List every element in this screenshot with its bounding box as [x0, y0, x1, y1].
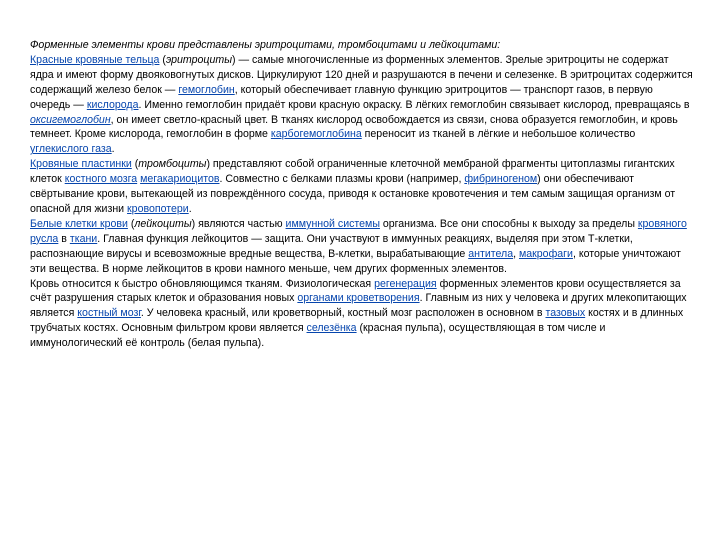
text-span: . Главная функция лейкоцитов — защита. Они участвуют в иммунных реакциях, выделяя при этом Т-клетки, распознающие вирусы и всевозможные вредные вещества, В-клетки, вырабатывающие — [30, 232, 633, 260]
text-span: . — [111, 143, 115, 156]
text-span: переносит из тканей в лёгкие и небольшое количество — [361, 128, 636, 141]
term-leukocytes: лейкоциты — [134, 217, 192, 230]
term-thrombocytes: тромбоциты — [138, 158, 207, 171]
text-span: ( — [127, 217, 135, 230]
text-span: костях и в длинных трубчатых костях. Основным фильтром крови является — [30, 307, 684, 335]
text-span: ) являются частью — [191, 217, 286, 230]
link-pelvic[interactable]: тазовых — [545, 307, 586, 320]
link-hemoglobin[interactable]: гемоглобин — [178, 83, 235, 96]
link-carbon-dioxide[interactable]: углекислого газа — [30, 143, 112, 156]
intro-paragraph — [30, 38, 695, 53]
text-span: ( — [131, 158, 139, 171]
link-megakaryocytes[interactable]: мегакариоцитов — [140, 173, 220, 186]
red-cells-paragraph — [30, 53, 695, 157]
document-body — [30, 38, 695, 351]
link-carbhemoglobin[interactable]: карбогемоглобина — [270, 128, 362, 141]
renewal-paragraph — [30, 277, 695, 352]
link-spleen[interactable]: селезёнка — [306, 322, 357, 335]
text-span: ( — [159, 53, 166, 66]
text-span: (красная пульпа), осуществляющая в том числе и иммунологический её контроль (белая пульпа). — [30, 322, 606, 350]
text-span: организма. Все они способны к выходу за пределы — [379, 217, 638, 230]
link-oxygen[interactable]: кислорода — [86, 98, 139, 111]
text-span: . Совместно с белками плазмы крови (например, — [219, 173, 465, 186]
text-span: , которые уничтожают эти вещества. В норме лейкоцитов в крови намного меньше, чем других форменных элементов. — [30, 247, 681, 275]
link-bone-marrow-2[interactable]: костный мозг — [77, 307, 141, 320]
link-macrophages[interactable]: макрофаги — [518, 247, 573, 260]
text-span: . — [188, 202, 192, 215]
text-span: ) представляют собой ограниченные клеточной мембраной фрагменты цитоплазмы гигантских клеток — [30, 158, 675, 186]
text-span: , который обеспечивает главную функцию эритроцитов — транспорт газов, в первую очередь — — [30, 83, 653, 111]
link-bloodstream[interactable]: кровяного русла — [30, 217, 687, 245]
platelets-paragraph — [30, 157, 695, 217]
text-span: в — [58, 232, 70, 245]
link-antibodies[interactable]: антитела — [468, 247, 514, 260]
text-span: . Именно гемоглобин придаёт крови красную окраску. В лёгких гемоглобин связывает кислород, превращаясь в — [138, 98, 690, 111]
text-span: ) они обеспечивают свёртывание крови, вытекающей из повреждённого сосуда, приводя к остановке кровотечения и тем самым защищая организм от опасной для жизни — [30, 173, 676, 215]
link-regeneration[interactable]: регенерация — [374, 277, 437, 290]
link-immune-system[interactable]: иммунной системы — [285, 217, 380, 230]
text-span: . У человека красный, или кроветворный, костный мозг расположен в основном в — [140, 307, 546, 320]
white-cells-paragraph — [30, 217, 695, 277]
text-span: форменных элементов крови осуществляется за счёт разрушения старых клеток и образования новых — [30, 277, 681, 305]
link-bone-marrow[interactable]: костного мозга — [64, 173, 138, 186]
link-white-blood-cells[interactable]: Белые клетки крови — [30, 217, 128, 230]
term-erythrocytes: эритроциты — [165, 53, 232, 66]
link-red-blood-cells[interactable]: Красные кровяные тельца — [30, 53, 160, 66]
link-platelets[interactable]: Кровяные пластинки — [30, 158, 132, 171]
link-hematopoietic-organs[interactable]: органами кроветворения — [297, 292, 420, 305]
link-oxyhemoglobin[interactable]: оксигемоглобин — [30, 113, 111, 126]
text-span: Кровь относится к быстро обновляющимся тканям. Физиологическая — [30, 277, 375, 290]
text-span: , он имеет светло-красный цвет. В тканях кислород освобождается из связи, снова образуется гемоглобин, и кровь темнеет. Кроме кислорода, гемоглобин в форме — [30, 113, 678, 141]
text-span: , — [513, 247, 519, 260]
link-fibrinogen[interactable]: фибриногеном — [464, 173, 538, 186]
intro-text: Форменные элементы крови представлены эритроцитами, тромбоцитами и лейкоцитами: — [30, 39, 501, 51]
link-blood-loss[interactable]: кровопотери — [127, 202, 189, 215]
link-tissues[interactable]: ткани — [69, 232, 98, 245]
text-span: ) — самые многочисленные из форменных элементов. Зрелые эритроциты не содержат ядра и имеют форму двояковогнутых дисков. Циркулируют 120 дней и разрушаются в печени и селезенке. В эритроцитах содержится содержащий железо белок — — [30, 53, 693, 96]
text-span: . Главным из них у человека и других млекопитающих является — [30, 292, 687, 320]
